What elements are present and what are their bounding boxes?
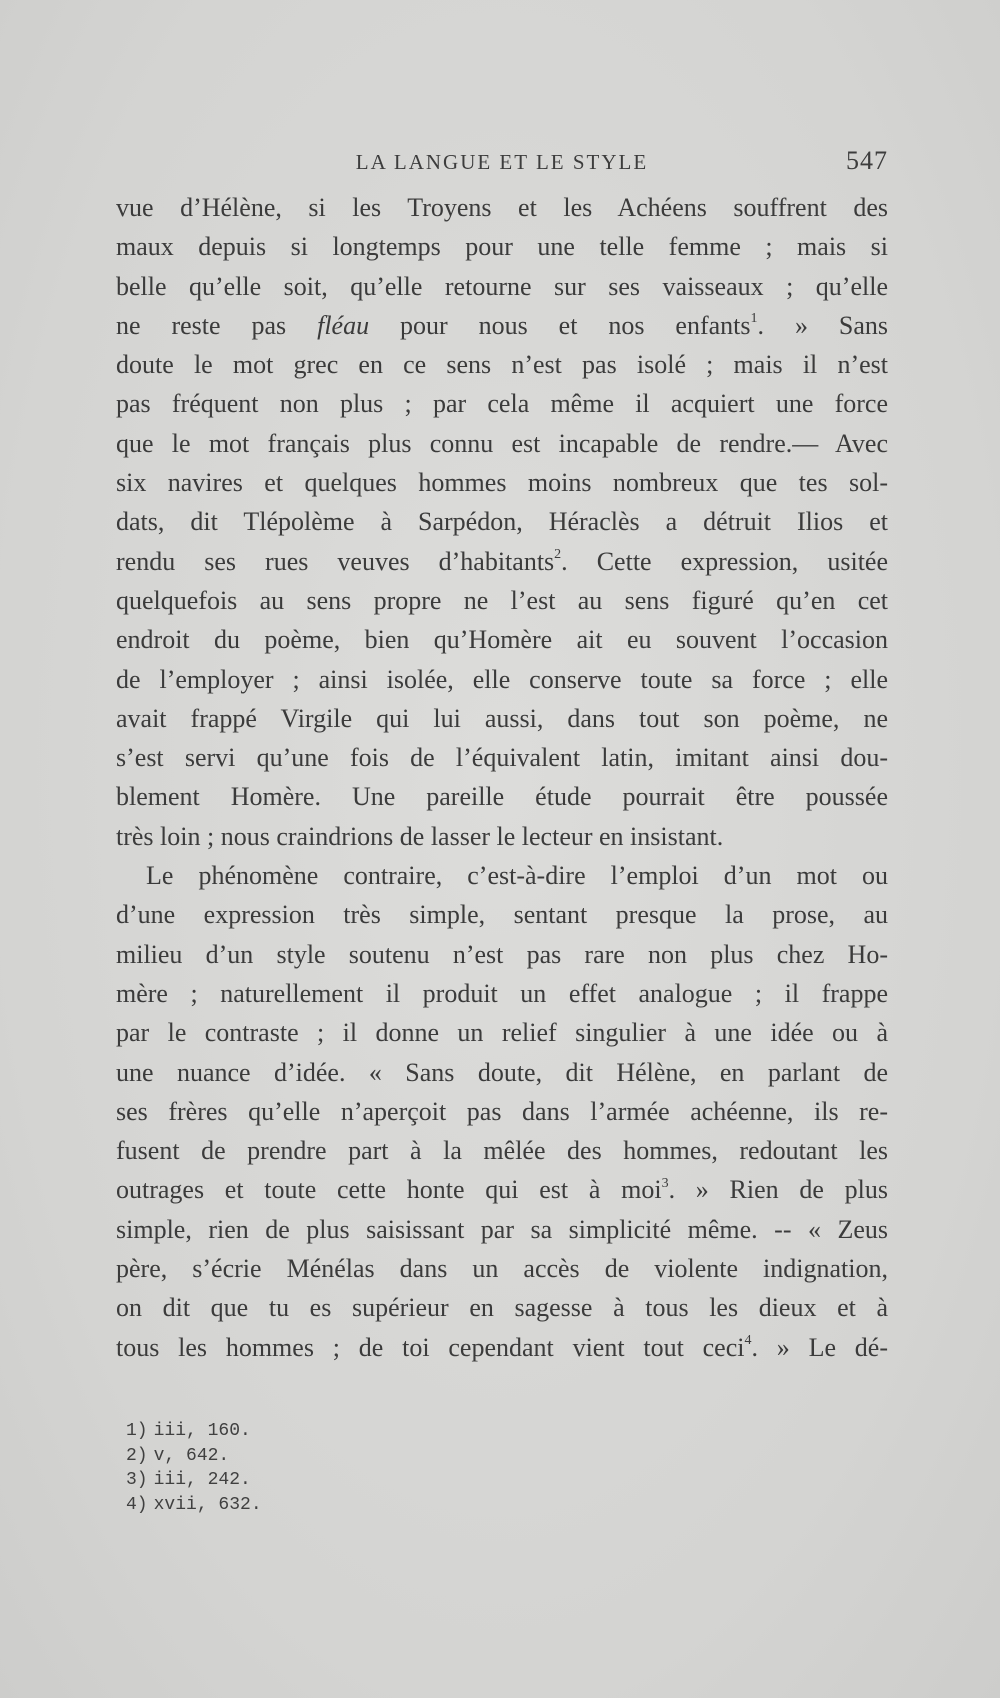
footnote-reference: v, 642. (153, 1445, 230, 1466)
footnote-number: 4) (126, 1494, 148, 1515)
footnote (126, 1468, 262, 1493)
text-line: simple, rien de plus saisissant par sa simplicité même. -- « Zeus (116, 1214, 888, 1244)
text-line: d’une expression très simple, sentant presque la prose, au (116, 900, 888, 930)
text-line: dats, dit Tlépolème à Sarpédon, Héraclès a détruit Ilios et (116, 507, 888, 537)
text-segment: . » Sans (757, 310, 889, 340)
footnote-ref: 2 (554, 547, 562, 563)
text-line: que le mot français plus connu est incapable de rendre.— Avec (116, 428, 888, 458)
italic-word: fléau (317, 310, 370, 340)
footnote (126, 1493, 262, 1518)
footnote-number: 3) (126, 1470, 148, 1490)
text-segment: pour nous et nos enfants (369, 310, 751, 340)
text-line: on dit que tu es supérieur en sagesse à tous les dieux et à (116, 1293, 888, 1323)
text-segment: outrages et toute cette honte qui est à moi (116, 1175, 662, 1205)
footnote-reference: iii, 160. (153, 1421, 251, 1441)
text-line: mère ; naturellement il produit un effet analogue ; il frappe (116, 978, 888, 1008)
footnote-ref: 3 (661, 1175, 669, 1191)
text-line: vue d’Hélène, si les Troyens et les Achéens souffrent des (116, 193, 888, 222)
text-line (116, 1170, 888, 1209)
text-line: blement Homère. Une pareille étude pourrait être poussée (116, 782, 888, 812)
text-line (116, 542, 888, 581)
text-line: milieu d’un style soutenu n’est pas rare non plus chez Ho- (116, 939, 888, 969)
footnote-number: 1) (126, 1421, 148, 1441)
text-line: une nuance d’idée. « Sans doute, dit Hélène, en parlant de (116, 1057, 888, 1087)
footnote (126, 1444, 262, 1469)
text-line: belle qu’elle soit, qu’elle retourne sur ses vaisseaux ; qu’elle (116, 271, 888, 301)
footnote-ref: 1 (750, 311, 758, 327)
footnote (126, 1419, 262, 1444)
text-line: endroit du poème, bien qu’Homère ait eu souvent l’occasion (116, 625, 888, 655)
footnotes (126, 1419, 262, 1517)
footnote-ref: 4 (744, 1332, 752, 1348)
text-line: père, s’écrie Ménélas dans un accès de violente indignation, (116, 1254, 888, 1284)
page-number: 547 (846, 146, 888, 175)
body-text (116, 188, 888, 1367)
footnote-reference: iii, 242. (153, 1470, 251, 1490)
text-line: maux depuis si longtemps pour une telle femme ; mais si (116, 232, 888, 262)
text-line: quelquefois au sens propre ne l’est au sens figuré qu’en cet (116, 585, 888, 615)
footnote-reference: xvii, 632. (153, 1494, 262, 1515)
running-head: LA LANGUE ET LE STYLE (355, 150, 649, 174)
text-segment: ne reste pas (116, 310, 287, 340)
text-line (116, 306, 888, 345)
footnote-number: 2) (126, 1445, 148, 1466)
page-header (116, 148, 888, 178)
text-line: ses frères qu’elle n’aperçoit pas dans l’armée achéenne, ils re- (116, 1096, 888, 1126)
text-line: six navires et quelques hommes moins nombreux que tes sol- (116, 468, 888, 498)
text-segment: . Cette expression, usitée (561, 546, 888, 576)
text-line: pas fréquent non plus ; par cela même il acquiert une force (116, 389, 888, 419)
text-line: par le contraste ; il donne un relief singulier à une idée ou à (116, 1018, 888, 1048)
text-line: avait frappé Virgile qui lui aussi, dans tout son poème, ne (116, 703, 888, 733)
text-line (116, 1328, 888, 1367)
text-line: fusent de prendre part à la mêlée des hommes, redoutant les (116, 1136, 888, 1166)
text-line: très loin ; nous craindrions de lasser le lecteur en insistant. (116, 821, 724, 851)
text-line: Le phénomène contraire, c’est-à-dire l’emploi d’un mot ou (146, 861, 888, 891)
text-line: de l’employer ; ainsi isolée, elle conserve toute sa force ; elle (116, 664, 888, 694)
text-line: s’est servi qu’une fois de l’équivalent latin, imitant ainsi dou- (116, 743, 888, 773)
text-segment: tous les hommes ; de toi cependant vient tout ceci (116, 1332, 745, 1362)
text-segment: . » Rien de plus (668, 1175, 888, 1205)
text-segment: . » Le dé- (751, 1332, 889, 1362)
text-line: doute le mot grec en ce sens n’est pas isolé ; mais il n’est (116, 350, 888, 380)
text-segment: rendu ses rues veuves d’habitants (116, 546, 555, 576)
